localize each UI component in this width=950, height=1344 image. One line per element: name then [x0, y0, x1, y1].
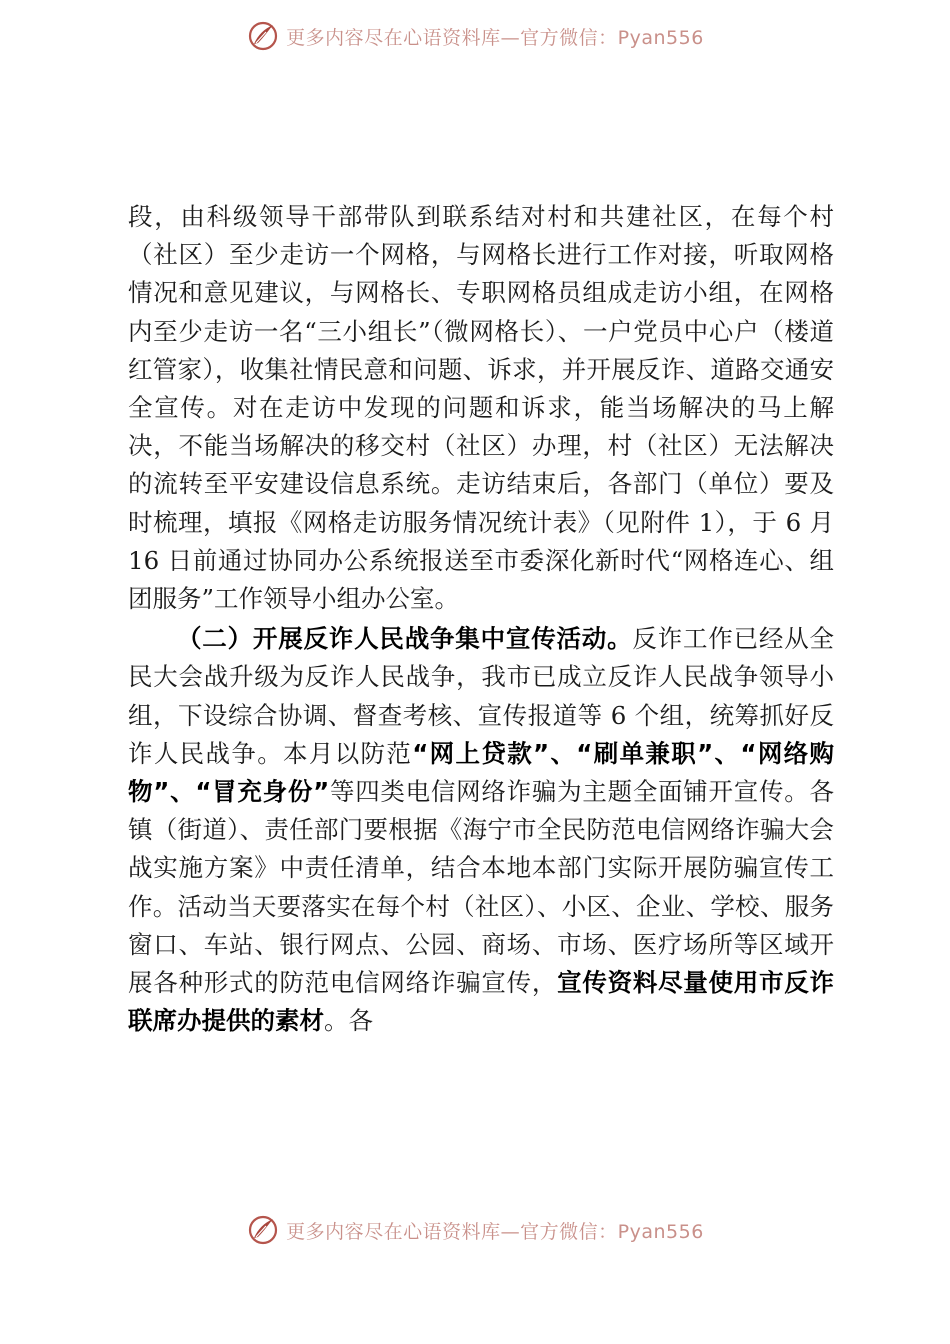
material-emphasis: 宣传资料尽量使用市反诈联席办提供的素材: [128, 968, 835, 1036]
fraud-type-emphasis: “网上贷款”、“刷单兼职”、“网络购物”、“冒充身份”: [128, 738, 835, 807]
watermark-text: 更多内容尽在心语资料库—官方微信：Pyan556: [286, 26, 704, 49]
paragraph-anti-fraud: （二）开展反诈人民战争集中宣传活动。反诈工作已经从全民大会战升级为反诈人民战争，我市已成立反诈人民战争领导小组，下设综合协调、督查考核、宣传报道等 6 个组，统筹抓好反诈人民战争。本月以防范“网上贷款”、“刷单兼职”、“网络购物”、“冒充身份”等四类电信网络诈骗为主题全面铺开宣传。各镇（街道）、责任部门要根据《海宁市全民防范电信网络诈骗大会战实施方案》中责任清单，结合本地本部门实际开展防骗宣传工作。活动当天要落实在每个村（社区）、小区、企业、学校、服务窗口、车站、银行网点、公园、商场、市场、医疗场所等区域开展各种形式的防范电信网络诈骗宣传，宣传资料尽量使用市反诈联席办提供的素材。各: [128, 624, 835, 1036]
document-body: [128, 198, 834, 1040]
watermark-wechat-id: Pyan556: [617, 1220, 704, 1243]
footer-watermark: [0, 1208, 950, 1252]
section-heading: （二）开展反诈人民战争集中宣传活动。: [177, 624, 633, 654]
quill-logo-icon: [246, 19, 280, 53]
watermark-wechat-id: Pyan556: [617, 26, 704, 49]
paragraph-visit-grid: 段，由科级领导干部带队到联系结对村和共建社区，在每个村（社区）至少走访一个网格，与网格长进行工作对接，听取网格情况和意见建议，与网格长、专职网格员组成走访小组，在网格内至少走访一名“三小组长”（微网格长）、一户党员中心户（楼道红管家），收集社情民意和问题、诉求，并开展反诈、道路交通安全宣传。对在走访中发现的问题和诉求，能当场解决的马上解决，不能当场解决的移交村（社区）办理，村（社区）无法解决的流转至平安建设信息系统。走访结束后，各部门（单位）要及时梳理，填报《网格走访服务情况统计表》（见附件 1），于 6 月 16 日前通过协同办公系统报送至市委深化新时代“网格连心、组团服务”工作领导小组办公室。: [128, 202, 834, 614]
watermark-text: 更多内容尽在心语资料库—官方微信：Pyan556: [286, 1220, 704, 1243]
quill-logo-icon: [246, 1213, 280, 1247]
header-watermark: [0, 14, 950, 58]
